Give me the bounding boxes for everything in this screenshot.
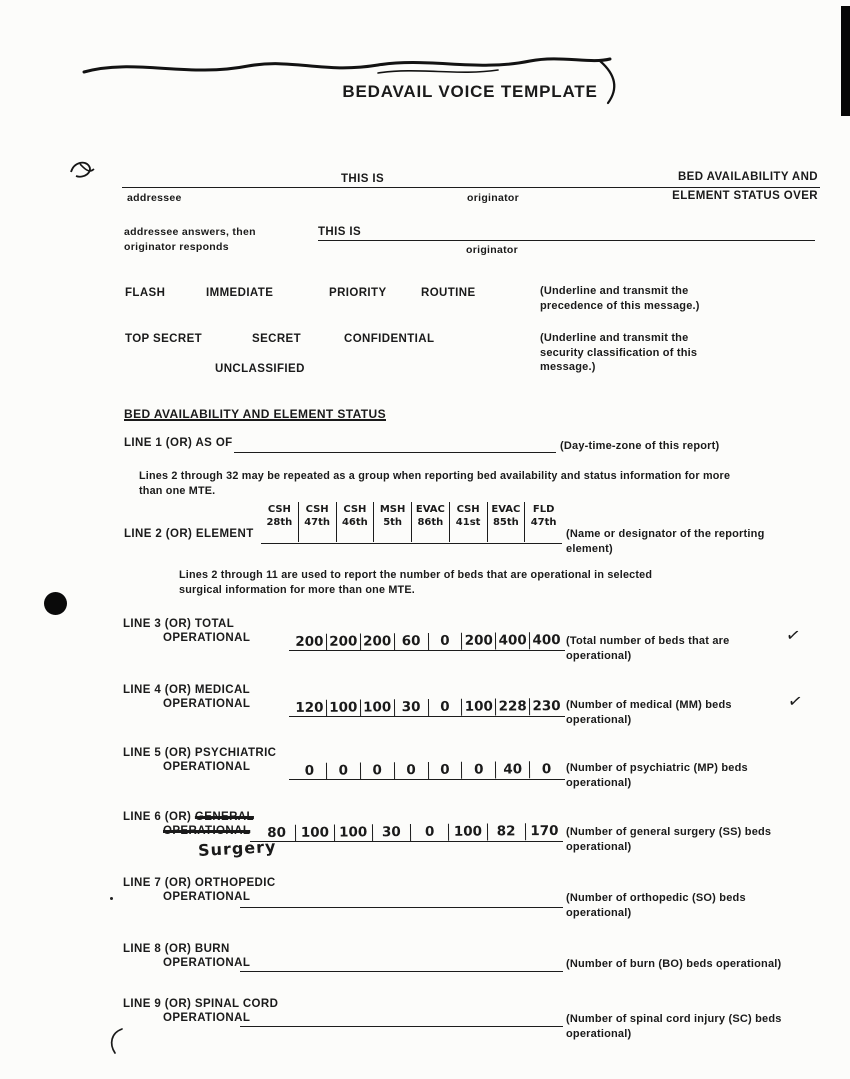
value-cell: 80 bbox=[267, 824, 287, 841]
precedence-option-priority: PRIORITY bbox=[329, 287, 387, 299]
classification-option-secret: SECRET bbox=[252, 333, 302, 345]
line3-label: LINE 3 (OR) TOTAL bbox=[123, 618, 235, 630]
precedence-option-immediate: IMMEDIATE bbox=[206, 287, 274, 299]
value-cell: 0 bbox=[427, 762, 461, 779]
element-column bbox=[336, 502, 374, 542]
element-type: CSH bbox=[343, 504, 367, 515]
form-title: BEDAVAIL VOICE TEMPLATE bbox=[342, 82, 598, 101]
element-unit: 28th bbox=[266, 517, 293, 528]
value-cell: 100 bbox=[448, 823, 486, 840]
element-type: CSH bbox=[456, 504, 480, 515]
value-cell: 100 bbox=[333, 824, 371, 841]
this-is-label-2: THIS IS bbox=[318, 226, 362, 238]
handwritten-correction: Surgery bbox=[197, 836, 277, 861]
addressee-line bbox=[122, 187, 820, 188]
usage-note: Lines 2 through 11 are used to report the number of beds that are operational in selected surgical information for more than one MTE. bbox=[179, 569, 653, 596]
element-type: FLD bbox=[532, 504, 555, 515]
value-cell: 230 bbox=[529, 698, 563, 715]
value-cell: 400 bbox=[495, 632, 529, 649]
line3-note: (Total number of beds that are operational) bbox=[566, 635, 730, 662]
precedence-option-routine: ROUTINE bbox=[421, 287, 476, 299]
ink-mark bbox=[66, 158, 98, 182]
value-cell: 30 bbox=[372, 824, 410, 841]
element-unit: 47th bbox=[304, 517, 331, 528]
value-cell: 40 bbox=[495, 761, 529, 778]
value-cell: 0 bbox=[529, 761, 563, 778]
value-cell: 200 bbox=[461, 633, 495, 650]
line9-label: LINE 9 (OR) SPINAL CORD bbox=[123, 998, 279, 1010]
value-cell: 0 bbox=[461, 762, 495, 779]
line4-label: LINE 4 (OR) MEDICAL bbox=[123, 684, 251, 696]
value-cell: 0 bbox=[410, 824, 448, 841]
line1-blank-field bbox=[234, 452, 556, 453]
line4-note: (Number of medical (MM) beds operational) bbox=[566, 699, 732, 726]
value-cell: 0 bbox=[326, 762, 360, 779]
line9-note: (Number of spinal cord injury (SC) beds operational) bbox=[566, 1013, 782, 1040]
element-column bbox=[524, 502, 562, 542]
section-title: BED AVAILABILITY AND ELEMENT STATUS bbox=[124, 407, 386, 421]
line5-field-line bbox=[289, 779, 565, 780]
element-type: MSH bbox=[379, 504, 406, 515]
line4-field-line bbox=[289, 716, 565, 717]
element-type: EVAC bbox=[491, 504, 521, 515]
right-title-line1: BED AVAILABILITY AND bbox=[677, 171, 818, 183]
element-type: CSH bbox=[305, 504, 329, 515]
line6-label-operational-struck: OPERATIONAL bbox=[163, 825, 251, 837]
line2-field-line bbox=[261, 543, 562, 544]
line9-blank-field bbox=[240, 1026, 563, 1027]
value-cell: 200 bbox=[326, 633, 360, 650]
line2-label: LINE 2 (OR) ELEMENT bbox=[124, 528, 254, 540]
value-cell: 0 bbox=[360, 762, 394, 779]
value-cell: 200 bbox=[360, 633, 394, 650]
precedence-option-flash: FLASH bbox=[125, 287, 166, 299]
classification-option-top-secret: TOP SECRET bbox=[125, 333, 203, 345]
line5-values bbox=[293, 754, 563, 780]
originator-line bbox=[318, 240, 815, 241]
repeat-note: Lines 2 through 32 may be repeated as a group when reporting bed availability and status information for more than one MTE. bbox=[139, 470, 731, 497]
element-unit: 85th bbox=[492, 517, 519, 528]
scan-edge-bar bbox=[841, 6, 850, 116]
value-cell: 100 bbox=[360, 699, 394, 716]
checkmark: ✓ bbox=[784, 624, 802, 648]
line6-field-line bbox=[250, 841, 563, 842]
right-title-line2: ELEMENT STATUS OVER bbox=[672, 190, 818, 202]
line7-blank-field bbox=[240, 907, 563, 908]
hole-punch-mark bbox=[44, 592, 67, 615]
classification-instruction: (Underline and transmit the security classification of this message.) bbox=[540, 332, 698, 374]
line5-label: LINE 5 (OR) PSYCHIATRIC bbox=[123, 747, 277, 759]
element-column bbox=[487, 502, 525, 542]
line7-label-operational: OPERATIONAL bbox=[163, 891, 251, 903]
value-cell: 0 bbox=[427, 633, 461, 650]
element-unit: 41st bbox=[455, 517, 481, 528]
addressee-caption: addressee bbox=[127, 192, 182, 204]
line6-label-struck: GENERAL bbox=[194, 811, 254, 823]
value-cell: 100 bbox=[326, 699, 360, 716]
element-designator-grid bbox=[261, 502, 562, 542]
line9-label-operational: OPERATIONAL bbox=[163, 1012, 251, 1024]
value-cell: 60 bbox=[394, 633, 428, 650]
value-cell: 400 bbox=[529, 632, 563, 649]
originator-caption: originator bbox=[467, 192, 519, 204]
classification-option-confidential: CONFIDENTIAL bbox=[344, 333, 435, 345]
line8-label: LINE 8 (OR) BURN bbox=[123, 943, 230, 955]
line7-label: LINE 7 (OR) ORTHOPEDIC bbox=[123, 877, 276, 889]
element-unit: 5th bbox=[383, 517, 403, 528]
line6-values bbox=[258, 816, 563, 842]
element-unit: 46th bbox=[341, 517, 368, 528]
line4-label-operational: OPERATIONAL bbox=[163, 698, 251, 710]
line5-note: (Number of psychiatric (MP) beds operational) bbox=[566, 762, 748, 789]
value-cell: 170 bbox=[525, 823, 563, 840]
classification-option-unclassified: UNCLASSIFIED bbox=[215, 363, 305, 375]
element-column bbox=[261, 502, 298, 542]
value-cell: 0 bbox=[304, 762, 315, 779]
line6-label bbox=[123, 811, 254, 823]
line2-note: (Name or designator of the reporting element) bbox=[566, 528, 765, 555]
value-cell: 0 bbox=[427, 699, 461, 716]
line3-label-operational: OPERATIONAL bbox=[163, 632, 251, 644]
line3-field-line bbox=[289, 650, 565, 651]
value-cell: 100 bbox=[461, 699, 495, 716]
line8-note: (Number of burn (BO) beds operational) bbox=[566, 958, 782, 970]
precedence-instruction: (Underline and transmit the precedence of this message.) bbox=[540, 285, 700, 312]
line6-note: (Number of general surgery (SS) beds operational) bbox=[566, 826, 772, 853]
line8-label-operational: OPERATIONAL bbox=[163, 957, 251, 969]
ink-speck bbox=[110, 897, 113, 900]
answers-caption-line1: addressee answers, then bbox=[124, 226, 256, 238]
element-column bbox=[373, 502, 411, 542]
line6-label-prefix: LINE 6 (OR) bbox=[123, 811, 192, 823]
line3-values bbox=[293, 625, 563, 651]
element-type: CSH bbox=[267, 504, 291, 515]
value-cell: 0 bbox=[394, 762, 428, 779]
line5-label-operational: OPERATIONAL bbox=[163, 761, 251, 773]
line1-note: (Day-time-zone of this report) bbox=[560, 440, 720, 452]
line1-label: LINE 1 (OR) AS OF bbox=[124, 437, 233, 449]
checkmark: ✓ bbox=[786, 690, 804, 714]
element-unit: 86th bbox=[417, 517, 444, 528]
element-type: EVAC bbox=[415, 504, 445, 515]
value-cell: 200 bbox=[295, 633, 324, 650]
value-cell: 82 bbox=[486, 823, 524, 840]
value-cell: 100 bbox=[295, 825, 333, 842]
this-is-label: THIS IS bbox=[341, 173, 385, 185]
line7-note: (Number of orthopedic (SO) beds operational) bbox=[566, 892, 746, 919]
element-unit: 47th bbox=[530, 517, 557, 528]
line8-blank-field bbox=[240, 971, 563, 972]
element-column bbox=[298, 502, 336, 542]
element-column bbox=[411, 502, 449, 542]
value-cell: 120 bbox=[295, 699, 324, 716]
ink-speck-bottom bbox=[106, 1026, 126, 1056]
answers-caption-line2: originator responds bbox=[124, 241, 229, 253]
originator-caption-2: originator bbox=[466, 244, 518, 256]
value-cell: 30 bbox=[394, 699, 428, 716]
value-cell: 228 bbox=[495, 698, 529, 715]
element-column bbox=[449, 502, 487, 542]
line4-values bbox=[293, 691, 563, 717]
